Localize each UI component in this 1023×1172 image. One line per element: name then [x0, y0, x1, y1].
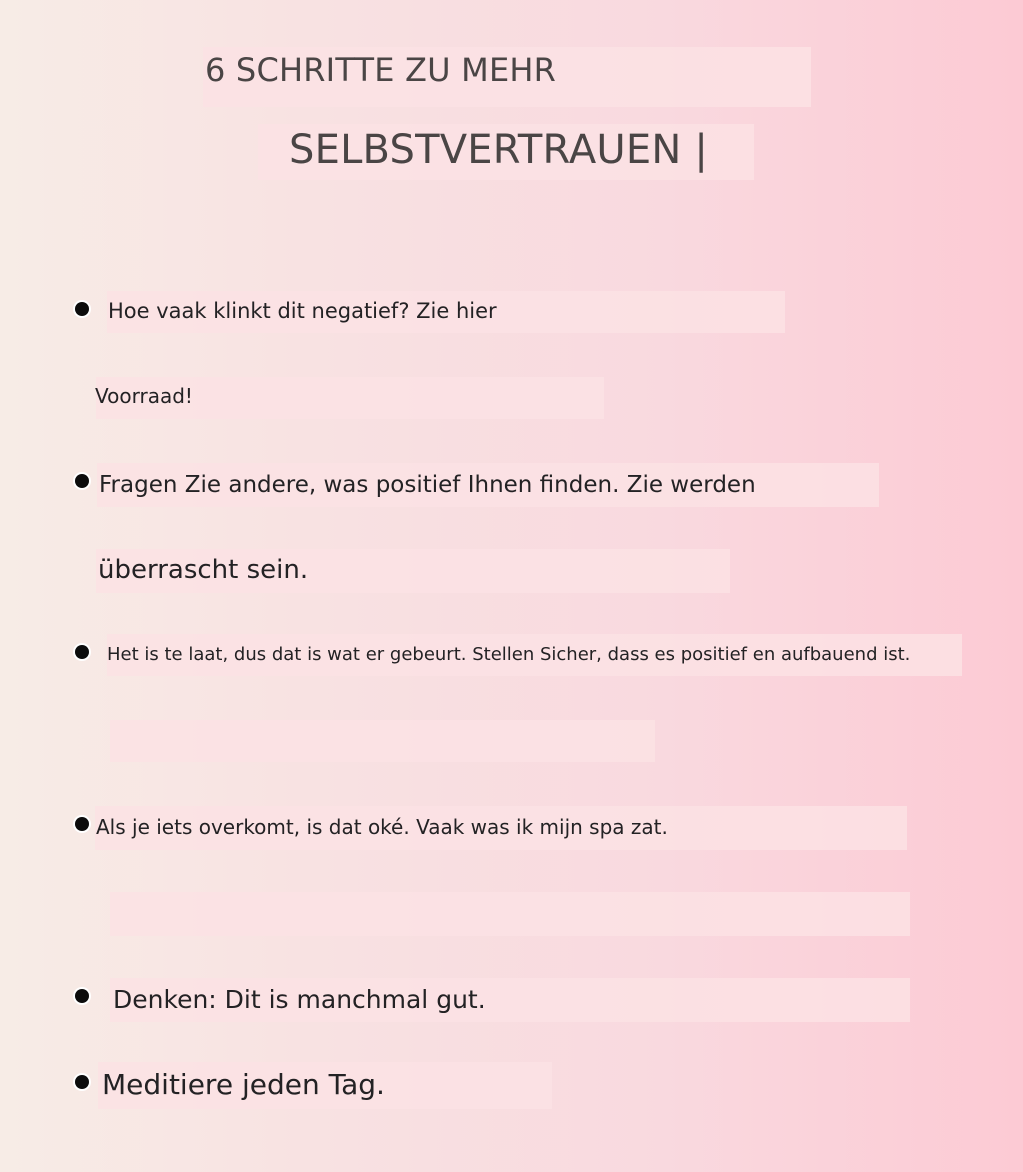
bullet-icon	[75, 989, 89, 1003]
list-item-5-text: Denken: Dit is manchmal gut.	[113, 985, 486, 1014]
text-highlight	[110, 720, 655, 762]
text-highlight	[110, 892, 910, 936]
list-item-4-text: Als je iets overkomt, is dat oké. Vaak was ik mijn spa zat.	[96, 815, 668, 839]
list-item-2-text: Fragen Zie andere, was positief Ihnen finden. Zie werden	[99, 472, 756, 498]
bullet-icon	[75, 302, 89, 316]
title-line-2: SELBSTVERTRAUEN |	[289, 127, 709, 173]
bullet-icon	[75, 1075, 89, 1089]
bullet-icon	[75, 817, 89, 831]
title-line-1: 6 SCHRITTE ZU MEHR	[205, 51, 557, 89]
list-item-1-continuation: Voorraad!	[95, 384, 193, 408]
list-item-6-text: Meditiere jeden Tag.	[102, 1068, 385, 1101]
bullet-icon	[75, 645, 89, 659]
list-item-1-text: Hoe vaak klinkt dit negatief? Zie hier	[108, 299, 497, 323]
list-item-2-continuation: überrascht sein.	[98, 555, 309, 585]
list-item-3-text: Het is te laat, dus dat is wat er gebeurt. Stellen Sicher, dass es positief en aufbauend ist.	[107, 644, 911, 665]
bullet-icon	[75, 474, 89, 488]
